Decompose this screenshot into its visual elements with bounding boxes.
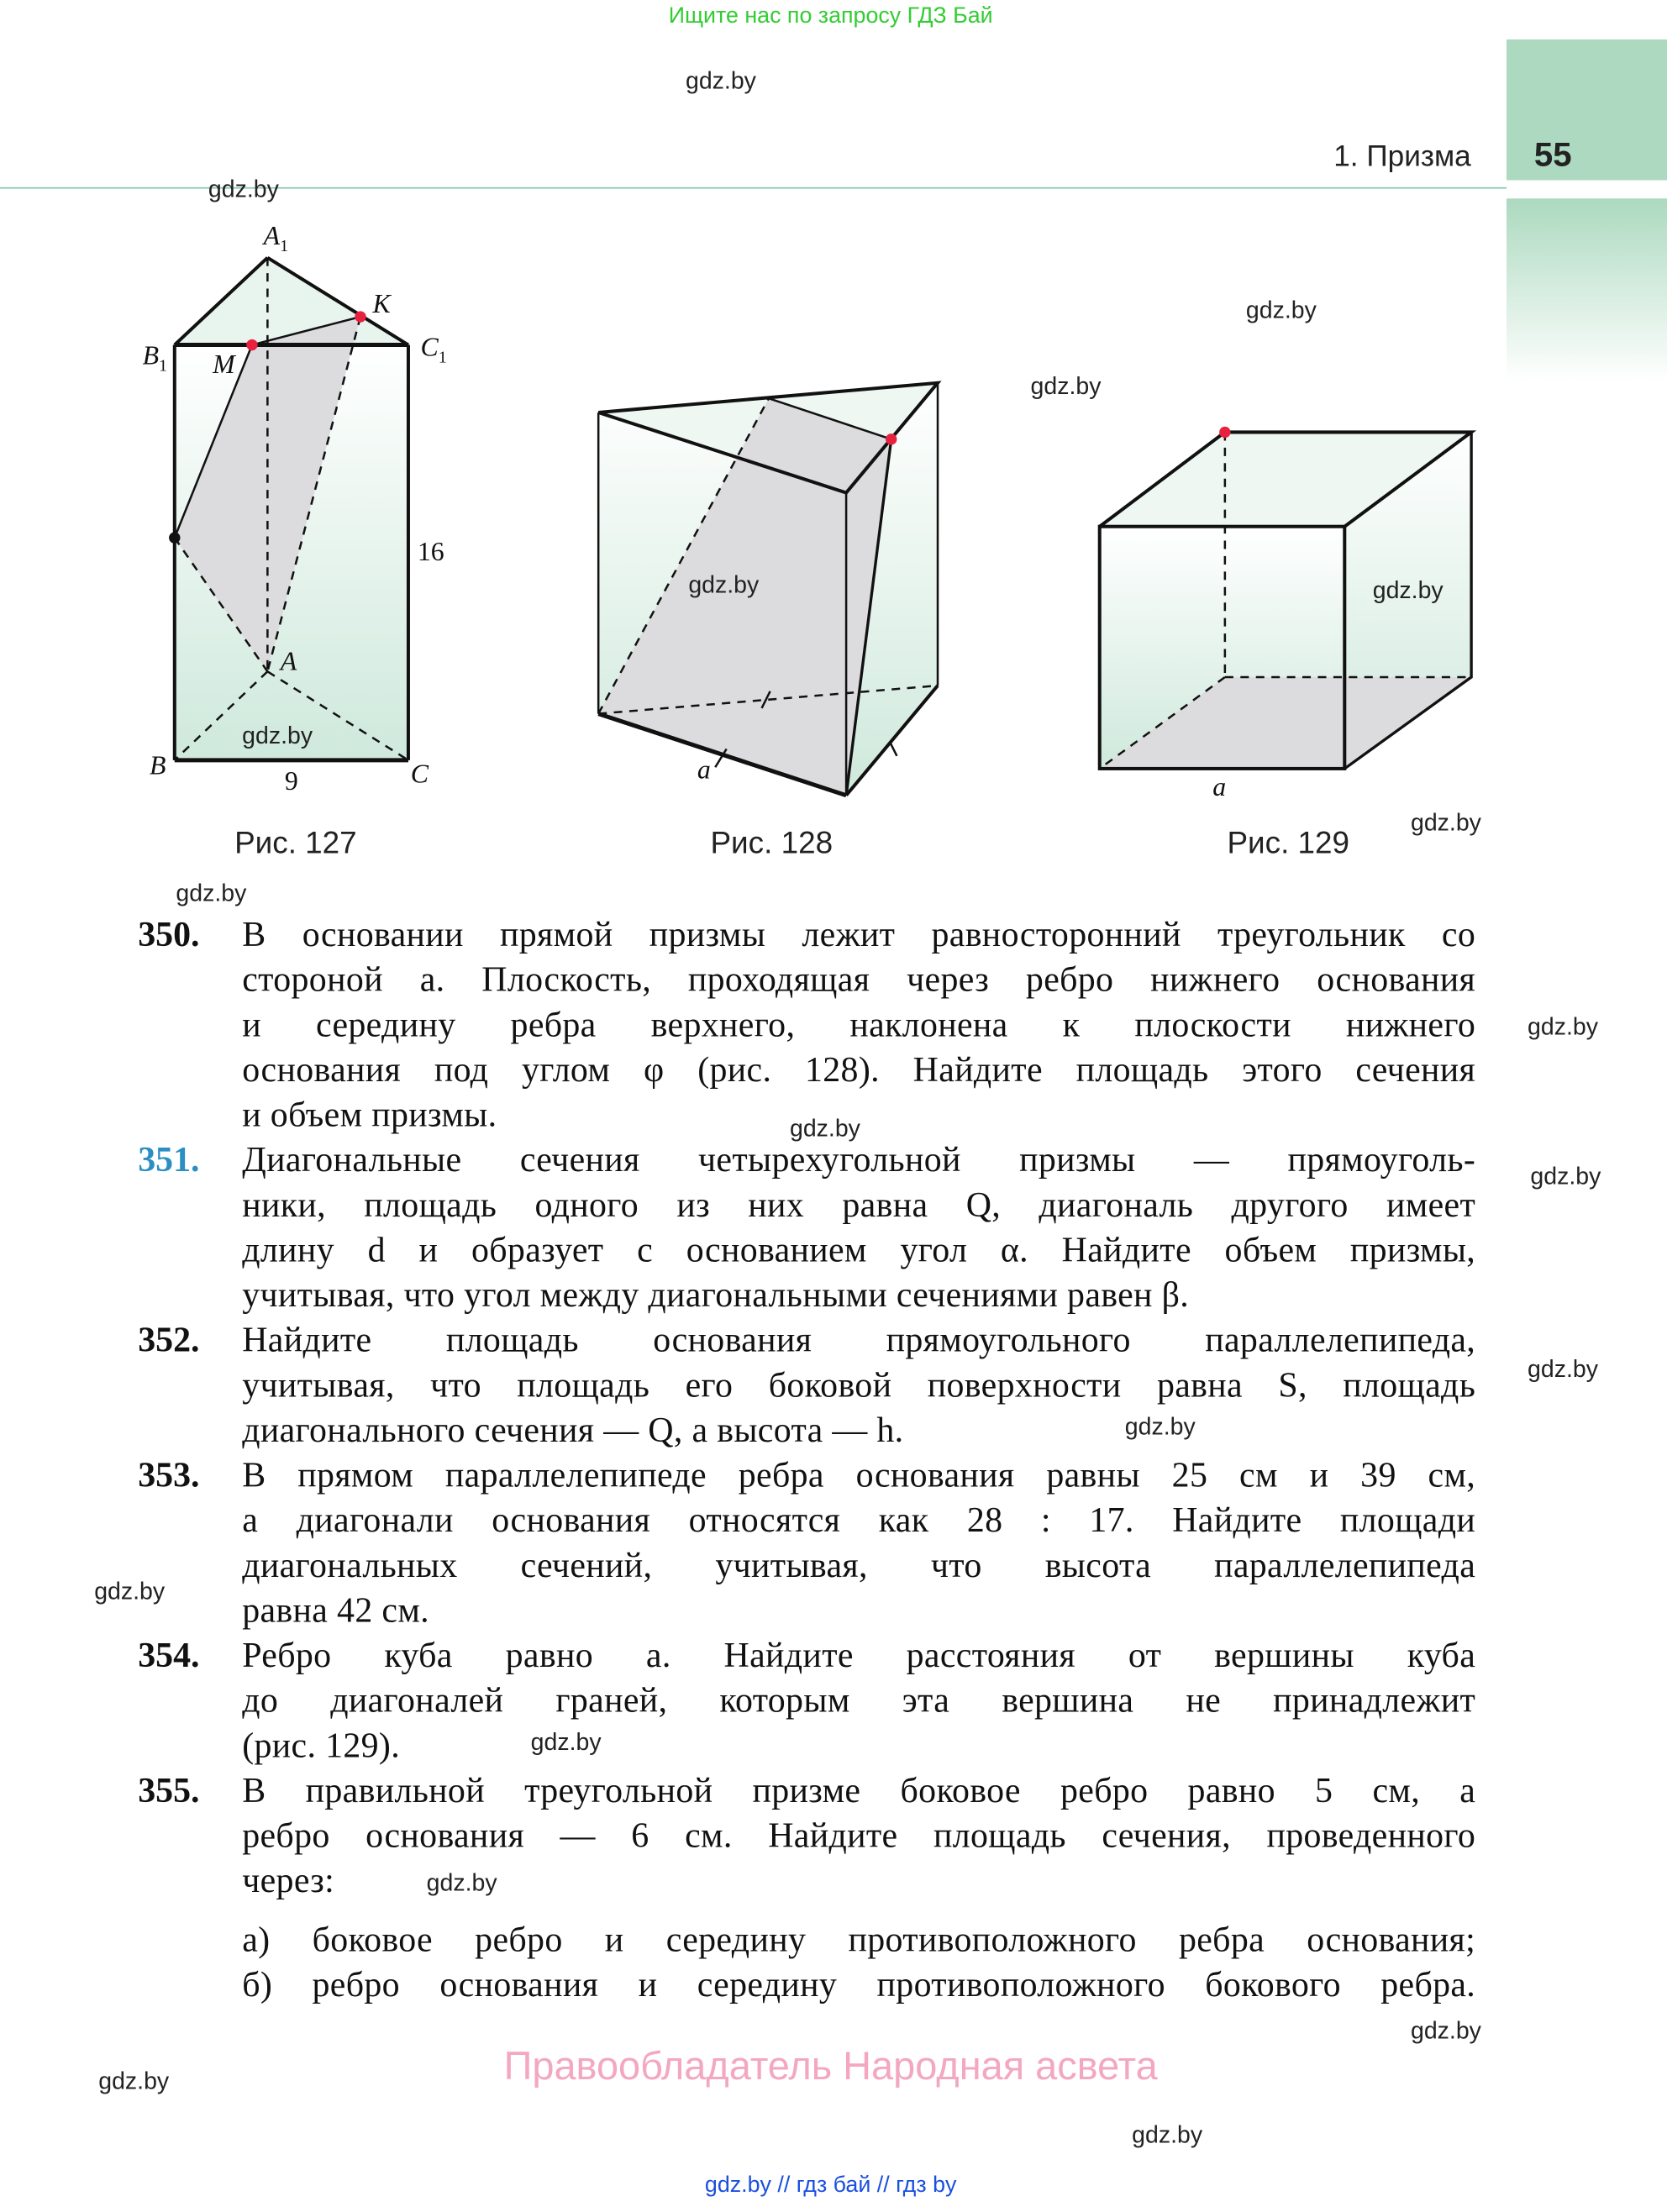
- problem-text-line: В основании прямой призмы лежит равносторонний треугольник со: [242, 916, 1476, 955]
- page-number: 55: [1533, 136, 1572, 175]
- watermark: gdz.by: [1132, 2121, 1203, 2149]
- rights-holder: Правообладатель Народная асвета: [503, 2044, 1158, 2089]
- watermark: gdz.by: [688, 571, 760, 599]
- section-title: 1. Призма: [1333, 140, 1471, 174]
- watermark: gdz.by: [94, 1578, 166, 1605]
- problem-text-line: длину d и образует с основанием угол α. Найдите объем призмы,: [242, 1232, 1476, 1270]
- label-b1: $B_1$: [142, 341, 168, 376]
- problem-text-line: равна 42 см.: [242, 1592, 430, 1631]
- problem-text-line: и середину ребра верхнего, наклонена к плоскости нижнего: [242, 1006, 1476, 1045]
- problem-text-line: учитывая, что площадь его боковой поверхности равна S, площадь: [242, 1367, 1476, 1405]
- vertex-point: [1219, 427, 1230, 438]
- watermark: gdz.by: [530, 1728, 602, 1756]
- problem-text-line: и объем призмы.: [242, 1096, 497, 1135]
- problem-number: 354.: [138, 1637, 200, 1676]
- watermark: gdz.by: [98, 2068, 170, 2095]
- problem-number: 353.: [138, 1457, 200, 1495]
- problem-text-line: В правильной треугольной призме боковое ребро равно 5 см, а: [242, 1772, 1476, 1810]
- footer-links[interactable]: gdz.by // гдз бай // гдз by: [704, 2173, 957, 2198]
- label-height: 16: [417, 538, 444, 568]
- figure-caption: Рис. 129: [1227, 824, 1350, 860]
- problem-text-line: стороной a. Плоскость, проходящая через ребро нижнего основания: [242, 961, 1476, 1000]
- problem-text-line: ники, площадь одного из них равна Q, диагональ другого имеет: [242, 1186, 1476, 1225]
- point-k: [355, 311, 365, 322]
- watermark: gdz.by: [1030, 373, 1102, 400]
- problem-option: б) ребро основания и середину противоположного бокового ребра.: [242, 1966, 1476, 2005]
- watermark: gdz.by: [1372, 577, 1444, 604]
- label-k: K: [372, 290, 391, 320]
- watermark: gdz.by: [1528, 1013, 1598, 1041]
- figure-caption: Рис. 128: [710, 824, 834, 860]
- label-m: M: [213, 350, 235, 381]
- problem-number: 352.: [138, 1321, 200, 1360]
- watermark: gdz.by: [1410, 2017, 1481, 2045]
- watermark: gdz.by: [685, 67, 756, 95]
- label-b: B: [149, 751, 166, 782]
- problem-text-line: Диагональные сечения четырехугольной призмы — прямоуголь-: [242, 1141, 1476, 1180]
- problem-number: 351.: [138, 1141, 200, 1180]
- watermark: gdz.by: [426, 1869, 497, 1897]
- problem-text-line: (рис. 129).: [242, 1727, 401, 1766]
- problem-text-line: ребро основания — 6 см. Найдите площадь сечения, проведенного: [242, 1817, 1476, 1856]
- problem-number: 350.: [138, 916, 200, 955]
- point-m: [246, 339, 257, 350]
- problem-text-line: диагональных сечений, учитывая, что высота параллелепипеда: [242, 1547, 1476, 1585]
- watermark: gdz.by: [242, 722, 313, 749]
- problem-text-line: диагонального сечения — Q, а высота — h.: [242, 1411, 904, 1450]
- problem-text-line: основания под углом φ (рис. 128). Найдите площадь этого сечения: [242, 1051, 1476, 1090]
- label-c: C: [410, 759, 429, 791]
- watermark: gdz.by: [1410, 809, 1481, 837]
- watermark: gdz.by: [1245, 297, 1317, 324]
- problem-number: 355.: [138, 1772, 200, 1810]
- watermark: gdz.by: [789, 1115, 860, 1142]
- watermark: gdz.by: [208, 176, 279, 203]
- figure-128: [598, 383, 938, 796]
- point-midpoint: [169, 532, 180, 543]
- problem-text-line: В прямом параллелепипеде ребра основания равны 25 см и 39 см,: [242, 1457, 1476, 1495]
- problem-text-line: учитывая, что угол между диагональными сечениями равен β.: [242, 1276, 1190, 1316]
- label-base: 9: [284, 767, 298, 797]
- problem-option: а) боковое ребро и середину противоположного ребра основания;: [242, 1921, 1476, 1960]
- point-midpoint: [886, 433, 897, 444]
- figure-127: [169, 258, 408, 760]
- problem-text-line: а диагонали основания относятся как 28 : 17. Найдите площади: [242, 1501, 1476, 1541]
- label-c1: $C_1$: [420, 333, 447, 367]
- watermark: gdz.by: [1124, 1413, 1196, 1441]
- watermark: gdz.by: [1528, 1355, 1598, 1383]
- label-a1: $A_1$: [263, 222, 289, 255]
- label-a-fig129: a: [1212, 772, 1227, 803]
- label-a-fig128: a: [697, 755, 711, 786]
- problem-text-line: через:: [242, 1862, 335, 1901]
- problem-text-line: Ребро куба равно a. Найдите расстояния от вершины куба: [242, 1637, 1476, 1676]
- label-a: A: [280, 647, 297, 678]
- figure-caption: Рис. 127: [234, 824, 357, 860]
- problem-text-line: до диагоналей граней, которым эта вершина не принадлежит: [242, 1682, 1476, 1721]
- problem-text-line: Найдите площадь основания прямоугольного параллелепипеда,: [242, 1321, 1476, 1360]
- top-note: Ищите нас по запросу ГДЗ Бай: [668, 4, 993, 29]
- watermark: gdz.by: [1530, 1163, 1601, 1190]
- watermark: gdz.by: [176, 880, 247, 907]
